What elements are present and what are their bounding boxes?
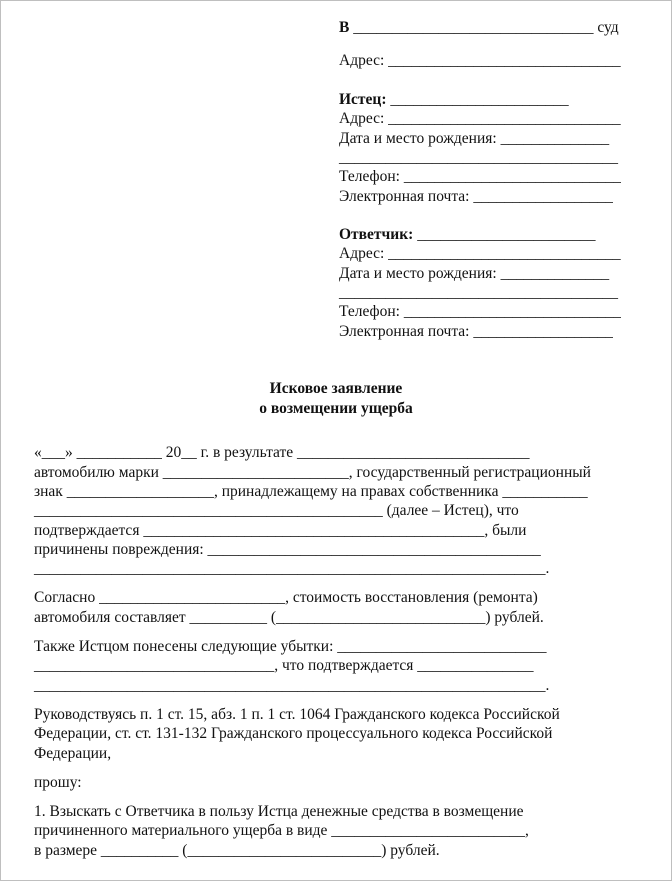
p1-line-2: автомобилю марки ________________________, государственный регистрационный [34,464,591,481]
p1-line-7: __________________________________________________________________. [34,560,550,577]
defendant-address: Адрес: ______________________________ [339,245,621,262]
defendant-birth-cont: ____________________________________ [339,284,618,301]
court-name-blank: _______________________________ суд [349,19,619,36]
p1-line-1: «___» ___________ 20__ г. в результате ______________________________ [34,444,530,461]
document-subtitle: о возмещении ущерба [259,400,413,417]
defendant-birth: Дата и место рождения: ______________ [339,265,610,282]
court-address: Адрес: ______________________________ [339,52,621,69]
court-prefix: В [339,19,350,36]
plaintiff-line [339,90,569,109]
p1-line-4: _____________________________________________ (далее – Истец), что [34,502,519,519]
defendant-label: Ответчик: [339,226,414,243]
plaintiff-label: Истец: [339,91,387,108]
defendant-email: Электронная почта: __________________ [339,323,613,340]
p4-line-2: Федерации, ст. ст. 131-132 Гражданского процессуального кодекса Российской [34,725,553,742]
plaintiff-email: Электронная почта: __________________ [339,188,613,205]
plaintiff-birth: Дата и место рождения: ______________ [339,130,610,147]
p4-line-1: Руководствуясь п. 1 ст. 15, абз. 1 п. 1 ст. 1064 Гражданского кодекса Российской [34,706,560,723]
document-title: Исковое заявление [269,380,403,397]
defendant-name-blank: _______________________ [413,226,596,243]
p6-line-2: причиненного материального ущерба в виде _________________________, [34,822,529,839]
plaintiff-address: Адрес: ______________________________ [339,110,621,127]
plaintiff-phone: Телефон: ____________________________ [339,168,621,185]
plaintiff-name-blank: _______________________ [386,91,569,108]
defendant-phone: Телефон: ____________________________ [339,303,621,320]
p2-line-2: автомобиля составляет __________ (___________________________) рублей. [34,609,544,626]
defendant-line [339,225,595,244]
p3-line-2: _______________________________, что подтверждается _______________ [34,657,534,674]
p3-line-1: Также Истцом понесены следующие убытки: ___________________________ [34,638,547,655]
plaintiff-birth-cont: ____________________________________ [339,149,618,166]
p4-line-3: Федерации, [34,745,112,762]
p2-line-1: Согласно ________________________, стоимость восстановления (ремонта) [34,589,538,606]
p3-line-3: __________________________________________________________________. [34,677,550,694]
p1-line-3: знак ___________________, принадлежащему на правах собственника ___________ [34,483,588,500]
p6-line-3: в размере __________ (_________________________) рублей. [34,842,440,859]
court-line [339,18,619,37]
p1-line-6: причинены повреждения: ___________________________________________ [34,541,541,558]
request-word: прошу: [34,774,82,791]
p6-line-1: 1. Взыскать с Ответчика в пользу Истца денежные средства в возмещение [34,803,524,820]
p1-line-5: подтверждается ____________________________________________, были [34,522,527,539]
